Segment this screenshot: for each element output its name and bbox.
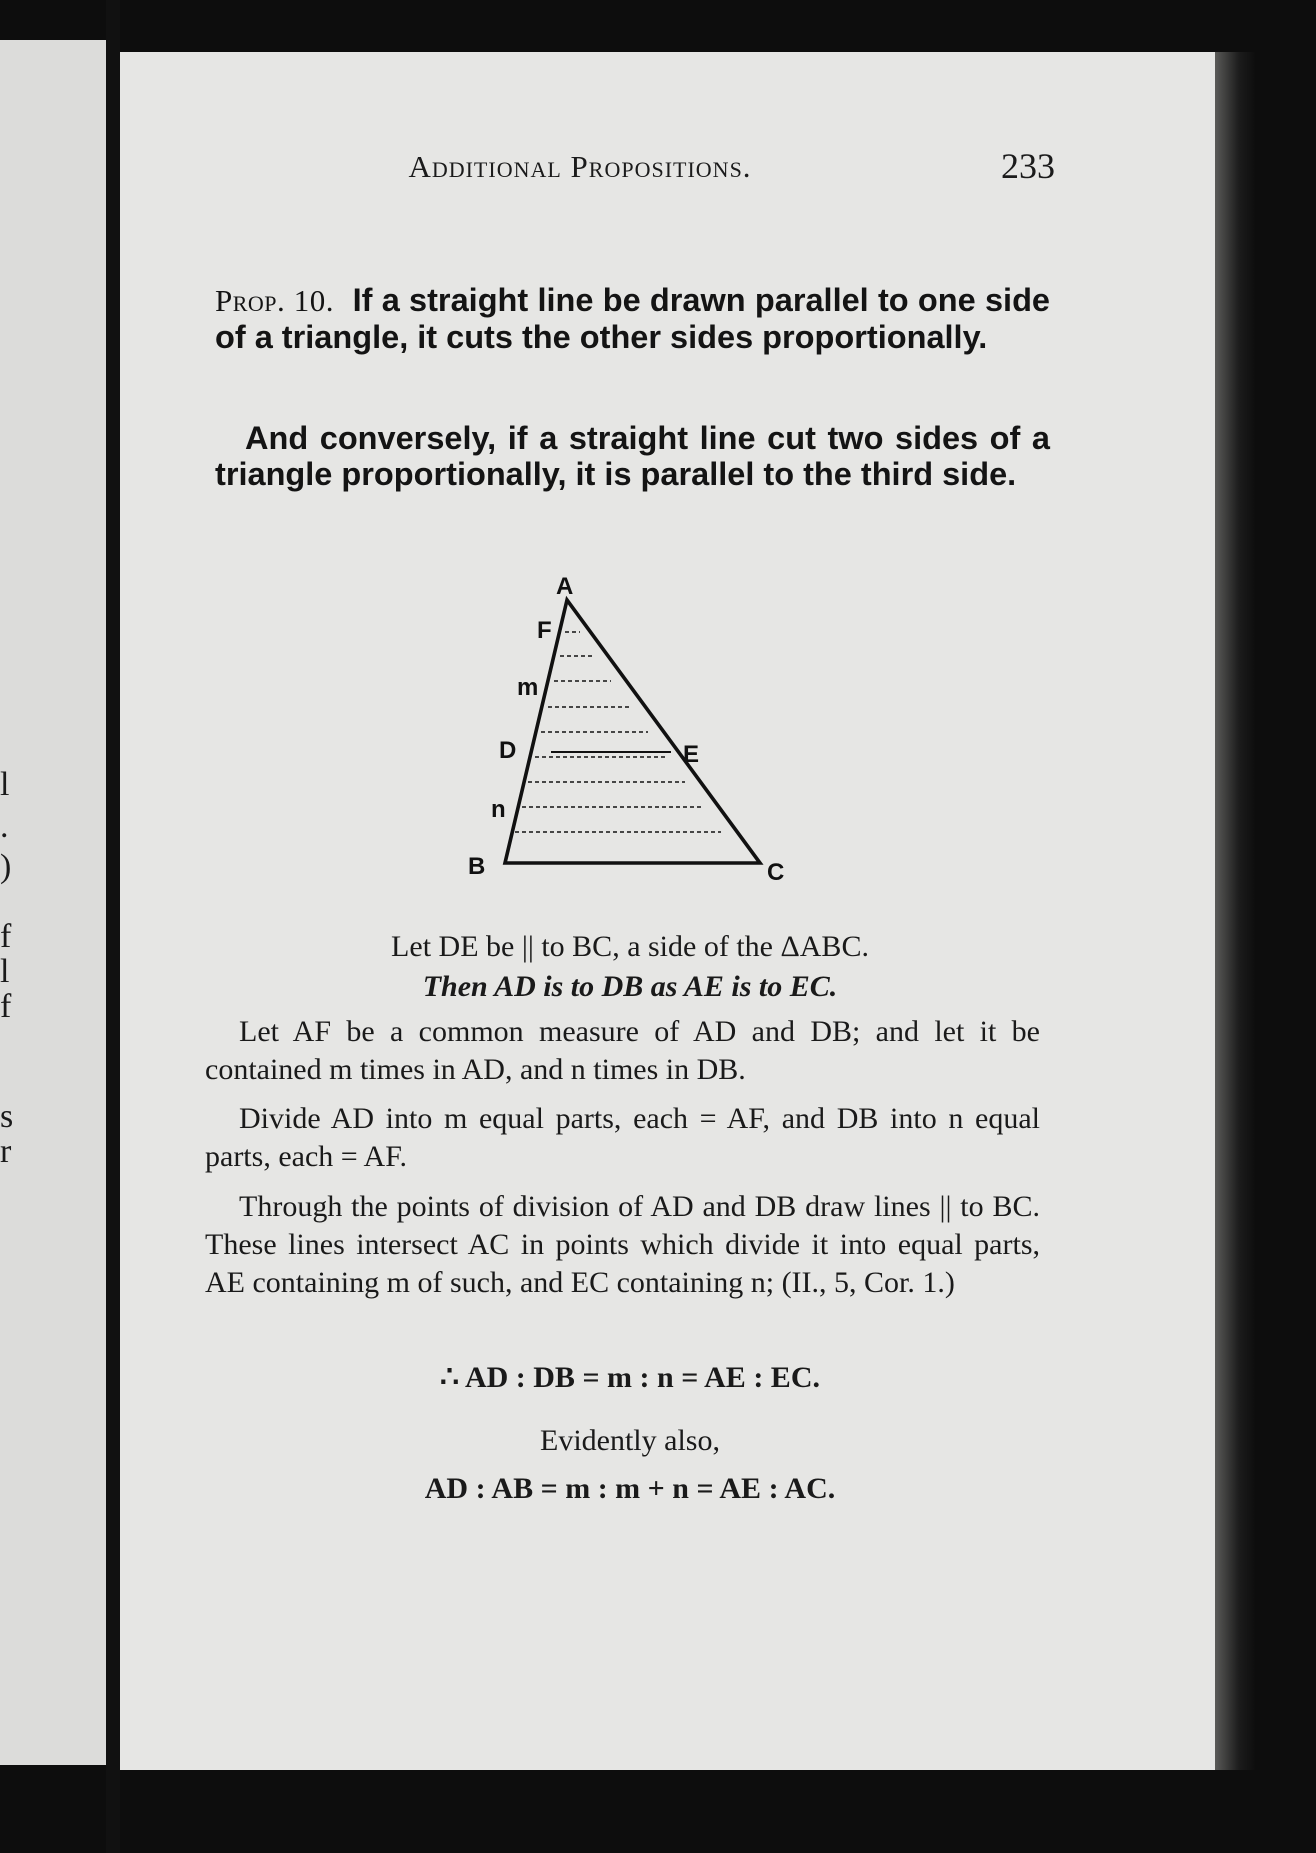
label-c: C xyxy=(767,859,785,886)
left-page-text-fragment: l xyxy=(0,953,10,990)
left-page-text-fragment: . xyxy=(0,808,9,845)
proposition-converse: And conversely, if a straight line cut two sides of a triangle proportionally, it is parallel to the third side. xyxy=(215,420,1050,492)
running-head xyxy=(300,145,1055,195)
label-e: E xyxy=(683,741,700,768)
left-page-text-fragment: l xyxy=(0,766,10,803)
label-m: m xyxy=(517,674,539,701)
label-f: F xyxy=(537,617,552,644)
proof-paragraph-2: Divide AD into m equal parts, each = AF, and DB into n equal parts, each = AF. xyxy=(205,1102,1040,1173)
book-binding-gutter xyxy=(106,0,120,1853)
label-b: B xyxy=(468,853,486,880)
left-page-text-fragment: f xyxy=(0,918,12,955)
proposition-statement-text: If a straight line be drawn parallel to one side of a triangle, it cuts the other sides proportionally. xyxy=(215,282,1051,355)
evidently-line: Evidently also, xyxy=(540,1424,720,1457)
label-n: n xyxy=(491,796,506,823)
left-page-fragment xyxy=(0,40,106,1765)
left-page-text-fragment: ) xyxy=(0,848,12,885)
hypothesis: Let DE be || to BC, a side of the ΔABC. xyxy=(391,930,869,963)
left-page-text-fragment: f xyxy=(0,988,12,1025)
label-d: D xyxy=(499,737,517,764)
left-page-text-fragment: s xyxy=(0,1098,14,1135)
proposition-statement xyxy=(215,282,1050,355)
proof-paragraph-1: Let AF be a common measure of AD and DB; and let it be contained m times in AD, and n times in DB. xyxy=(205,1015,1040,1086)
proposition-label: Prop. 10. xyxy=(215,283,335,318)
running-head-title: Additional Propositions. xyxy=(408,149,752,184)
triangle-diagram xyxy=(455,570,805,890)
therefore-line: ∴ AD : DB = m : n = AE : EC. xyxy=(440,1361,820,1394)
proof-paragraph-3: Through the points of division of AD and DB draw lines || to BC. These lines intersect AC in points which divide it into equal parts, AE containing m of such, and EC containing n; (II., 5, Cor. 1.) xyxy=(205,1190,1040,1299)
page-number: 233 xyxy=(1001,146,1055,186)
conclusion: Then AD is to DB as AE is to EC. xyxy=(422,970,838,1003)
page-stack-edge xyxy=(1215,52,1255,1770)
final-proportion: AD : AB = m : m + n = AE : AC. xyxy=(424,1472,836,1505)
left-page-text-fragment: r xyxy=(0,1133,12,1170)
label-a: A xyxy=(556,573,574,600)
